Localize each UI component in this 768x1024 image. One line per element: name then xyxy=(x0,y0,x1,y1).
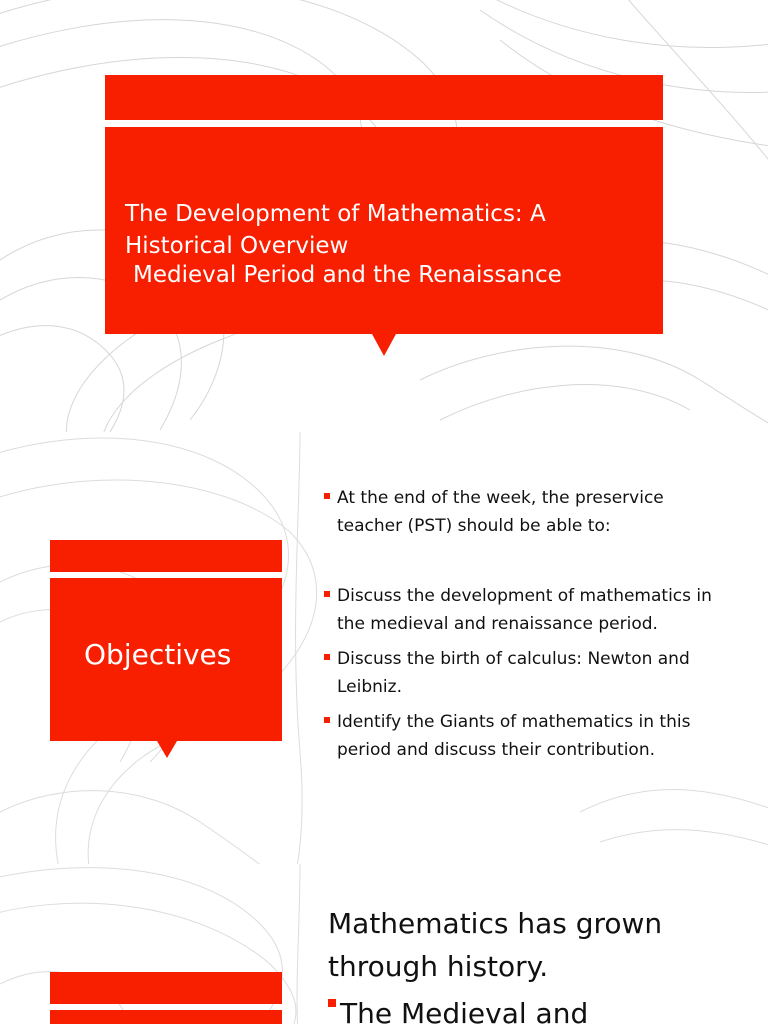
history-box xyxy=(50,1010,282,1024)
title-line-1: The Development of Mathematics: A xyxy=(125,201,546,227)
objectives-heading: Objectives xyxy=(84,638,232,671)
title-line-2: Historical Overview xyxy=(125,233,349,259)
title-slide xyxy=(0,0,768,432)
objectives-box-pointer xyxy=(157,741,177,758)
objectives-slide xyxy=(0,432,768,864)
objectives-accent-strip xyxy=(50,540,282,572)
bullet-item: Identify the Giants of mathematics in this period and discuss their contribution. xyxy=(322,708,722,764)
history-slide xyxy=(0,864,768,1024)
history-accent-strip xyxy=(50,972,282,1004)
bullet-square-icon xyxy=(328,999,336,1007)
title-accent-strip xyxy=(105,75,663,120)
bullet-item: At the end of the week, the preservice teacher (PST) should be able to: xyxy=(322,484,722,540)
history-bullet xyxy=(328,992,588,1024)
title-line-3: Medieval Period and the Renaissance xyxy=(133,262,562,288)
history-bullet-text: The Medieval and xyxy=(340,997,589,1024)
slide-title xyxy=(125,198,655,288)
title-box-pointer xyxy=(372,334,396,356)
bullet-item: Discuss the birth of calculus: Newton and Leibniz. xyxy=(322,645,722,701)
bullet-item: Discuss the development of mathematics in the medieval and renaissance period. xyxy=(322,582,722,638)
history-text: Mathematics has grown through history. xyxy=(328,907,663,983)
objectives-bullet-list xyxy=(322,484,722,764)
